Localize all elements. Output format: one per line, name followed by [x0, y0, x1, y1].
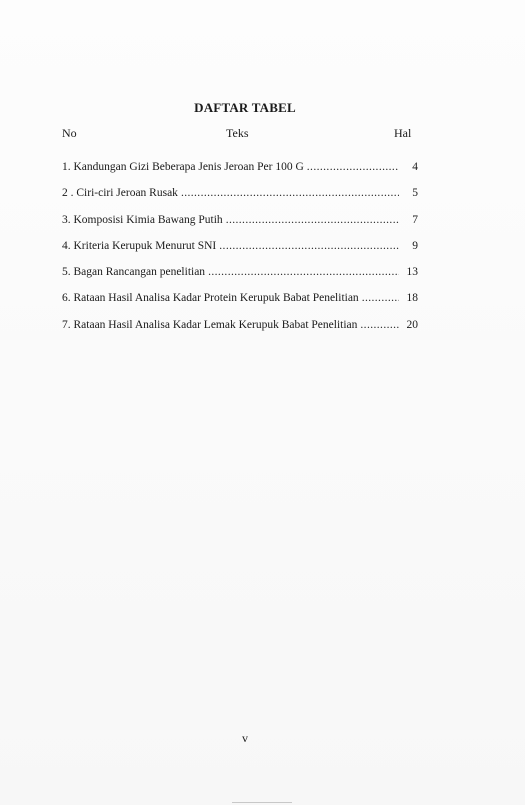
- table-list-item: [62, 320, 418, 346]
- column-header-no: No: [62, 126, 77, 140]
- dot-leader: [208, 267, 399, 279]
- entry-label: 5. Bagan Rancangan penelitian: [62, 266, 206, 279]
- dot-leader: [360, 320, 399, 332]
- entry-label: 6. Rataan Hasil Analisa Kadar Protein Kerupuk Babat Penelitian: [62, 292, 359, 305]
- column-header-teks: Teks: [226, 126, 249, 140]
- page-title: DAFTAR TABEL: [194, 100, 296, 115]
- dot-leader: [362, 293, 399, 305]
- entry-page: 18: [406, 292, 418, 305]
- table-list-item: [62, 162, 418, 188]
- column-header-hal: Hal: [394, 126, 412, 140]
- table-list: [62, 162, 418, 346]
- entry-page: 9: [412, 239, 418, 252]
- entry-label: 7. Rataan Hasil Analisa Kadar Lemak Kerupuk Babat Penelitian: [62, 318, 358, 331]
- dot-leader: [219, 241, 399, 253]
- table-list-item: [62, 215, 418, 241]
- entry-page: 13: [406, 266, 418, 279]
- dot-leader: [181, 188, 399, 200]
- table-list-item: [62, 267, 418, 293]
- entry-label: 1. Kandungan Gizi Beberapa Jenis Jeroan Per 100 G: [62, 161, 304, 173]
- entry-label: 3. Komposisi Kimia Bawang Putih: [62, 213, 223, 226]
- table-list-item: [62, 293, 418, 319]
- dot-leader: [307, 162, 399, 174]
- table-list-item: [62, 241, 418, 267]
- entry-page: 7: [412, 213, 418, 226]
- table-list-item: [62, 188, 418, 214]
- entry-label: 4. Kriteria Kerupuk Menurut SNI: [62, 239, 217, 252]
- entry-page: 4: [412, 161, 418, 173]
- entry-page: 20: [406, 318, 418, 331]
- entry-label: 2 . Ciri-ciri Jeroan Rusak: [62, 187, 178, 200]
- entry-page: 5: [412, 187, 418, 200]
- page-number: v: [242, 731, 248, 745]
- dot-leader: [226, 215, 399, 227]
